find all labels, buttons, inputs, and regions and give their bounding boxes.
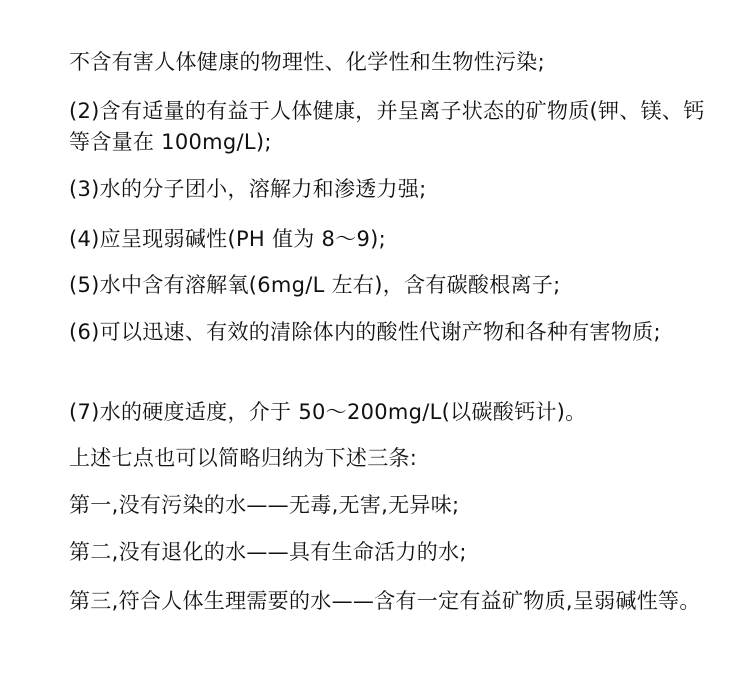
- paragraph-criterion-6: (6)可以迅速、有效的清除体内的酸性代谢产物和各种有害物质;: [69, 320, 661, 344]
- paragraph-criterion-7: (7)水的硬度适度，介于 50～200mg/L(以碳酸钙计)。: [69, 400, 587, 424]
- paragraph-criterion-5: (5)水中含有溶解氧(6mg/L 左右)，含有碳酸根离子;: [69, 273, 561, 297]
- paragraph-criterion-3: (3)水的分子团小，溶解力和渗透力强;: [69, 177, 427, 201]
- paragraph-summary-third: 第三,符合人体生理需要的水——含有一定有益矿物质,呈弱碱性等。: [69, 589, 701, 613]
- paragraph-criterion-4: (4)应呈现弱碱性(PH 值为 8～9);: [69, 227, 387, 251]
- paragraph-summary-intro: 上述七点也可以简略归纳为下述三条:: [69, 446, 418, 470]
- paragraph-summary-first: 第一,没有污染的水——无毒,无害,无异味;: [69, 493, 460, 517]
- paragraph-criterion-2: (2)含有适量的有益于人体健康，并呈离子状态的矿物质(钾、镁、钙等含量在 100mg/L);: [69, 99, 705, 154]
- paragraph-summary-second: 第二,没有退化的水——具有生命活力的水;: [69, 540, 467, 564]
- paragraph-intro-criterion: 不含有害人体健康的物理性、化学性和生物性污染;: [69, 50, 545, 74]
